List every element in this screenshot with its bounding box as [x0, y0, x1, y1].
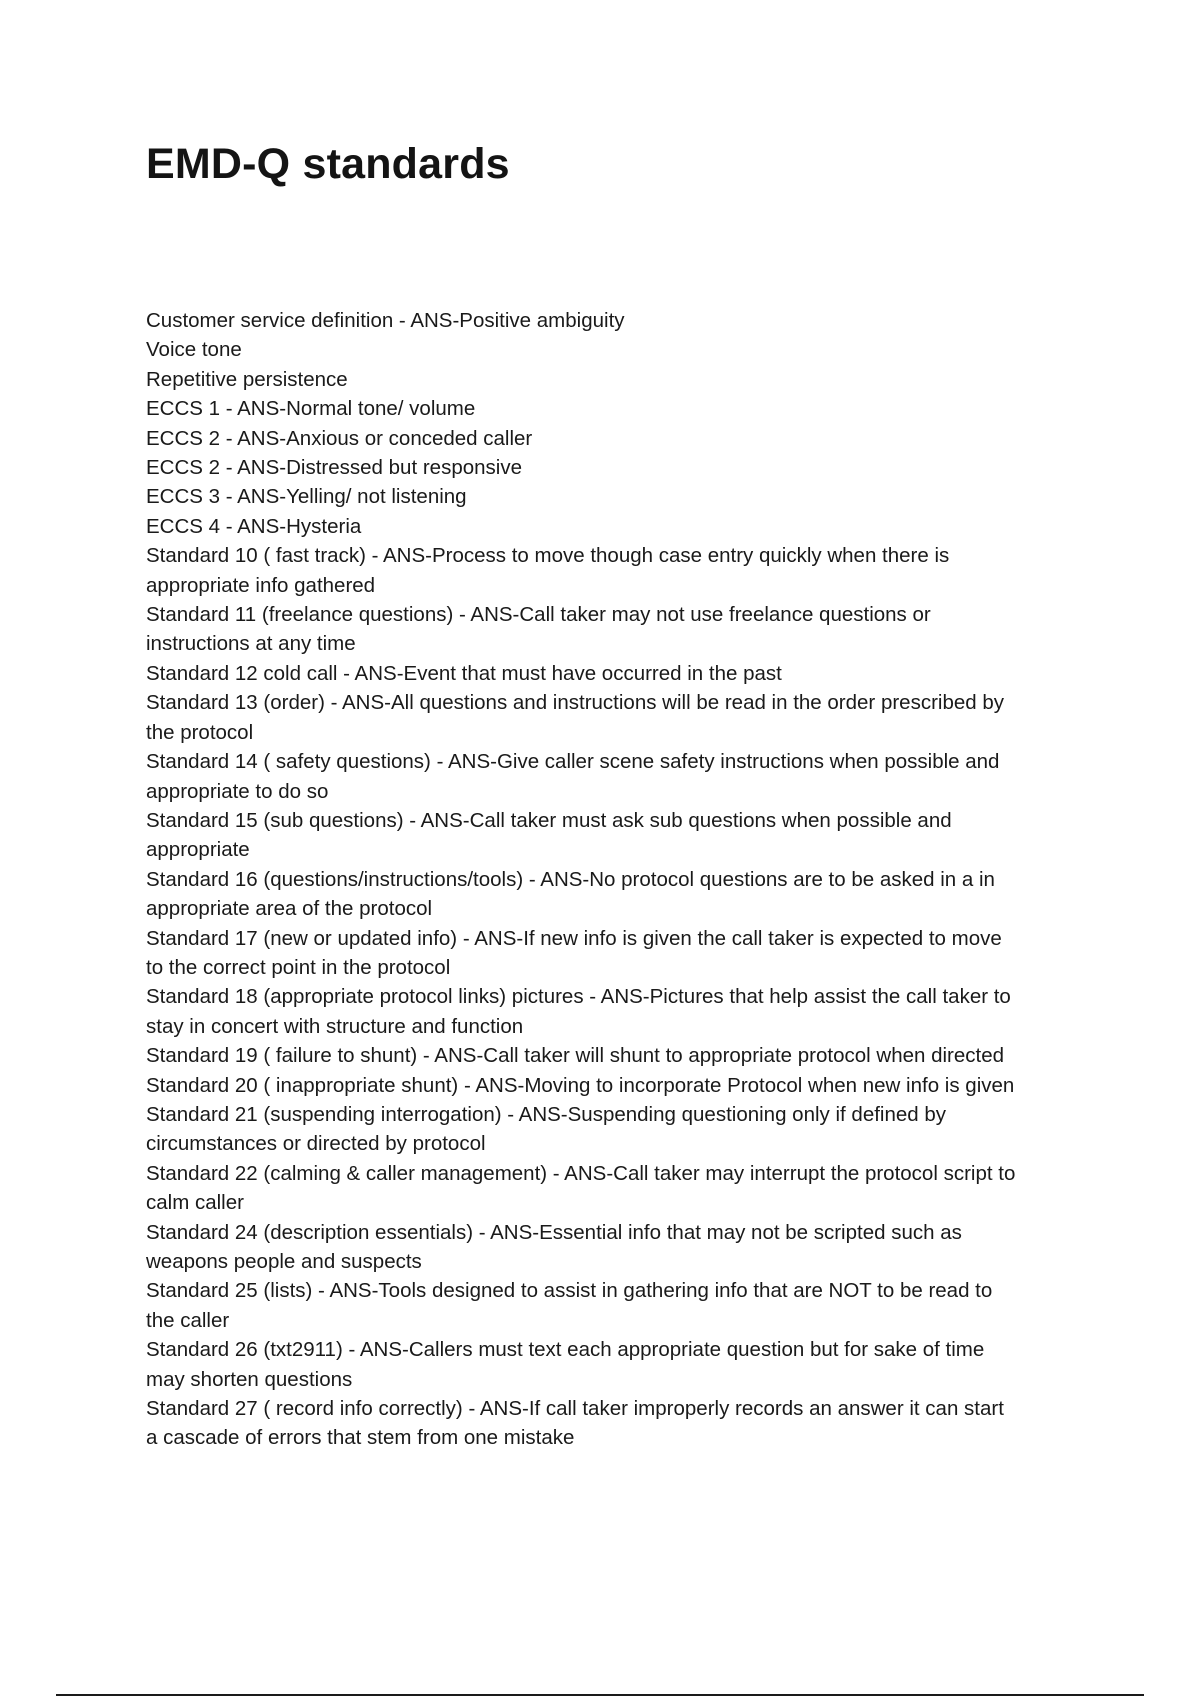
text-line: instructions at any time [146, 632, 356, 656]
text-line: Standard 21 (suspending interrogation) - ANS-Suspending questioning only if defined by [146, 1102, 947, 1126]
text-line: Standard 10 ( fast track) - ANS-Process to move though case entry quickly when there is [146, 544, 950, 568]
text-line: to the correct point in the protocol [146, 955, 451, 979]
text-line: weapons people and suspects [146, 1250, 422, 1273]
text-line: calm caller [146, 1191, 244, 1215]
footer-divider [56, 1694, 1144, 1696]
text-line: Standard 14 ( safety questions) - ANS-Give caller scene safety instructions when possible and [146, 750, 1000, 774]
text-line: Standard 12 cold call - ANS-Event that must have occurred in the past [146, 661, 782, 685]
text-line: Standard 24 (description essentials) - ANS-Essential info that may not be scripted such as [146, 1220, 962, 1244]
text-line: stay in concert with structure and function [146, 1014, 524, 1038]
text-line: Standard 25 (lists) - ANS-Tools designed to assist in gathering info that are NOT to be read to [146, 1279, 993, 1303]
text-line: appropriate to do so [146, 779, 329, 803]
text-line: Standard 18 (appropriate protocol links) pictures - ANS-Pictures that help assist the call taker to [146, 985, 1011, 1009]
text-line: Standard 20 ( inappropriate shunt) - ANS-Moving to incorporate Protocol when new info is given [146, 1073, 1015, 1097]
text-line: ECCS 3 - ANS-Yelling/ not listening [146, 485, 467, 509]
text-line: appropriate area of the protocol [146, 897, 433, 921]
text-line: Repetitive persistence [146, 367, 348, 391]
text-line: Standard 16 (questions/instructions/tools) - ANS-No protocol questions are to be asked in a in [146, 867, 995, 891]
text-line: ECCS 2 - ANS-Anxious or conceded caller [146, 426, 533, 450]
text-line: Standard 13 (order) - ANS-All questions and instructions will be read in the order prescribed by [146, 691, 1005, 715]
text-line: appropriate [146, 838, 250, 862]
text-line: Standard 11 (freelance questions) - ANS-Call taker may not use freelance questions or [146, 603, 931, 627]
text-line: a cascade of errors that stem from one mistake [146, 1426, 575, 1450]
text-line: Standard 22 (calming & caller management) - ANS-Call taker may interrupt the protocol script to [146, 1161, 1016, 1185]
text-line: Standard 15 (sub questions) - ANS-Call taker must ask sub questions when possible and [146, 808, 952, 832]
text-line: Customer service definition - ANS-Positive ambiguity [146, 309, 625, 332]
page-title: EMD-Q standards [146, 140, 510, 188]
text-line: appropriate info gathered [146, 573, 376, 597]
text-line: ECCS 2 - ANS-Distressed but responsive [146, 456, 522, 480]
text-line: may shorten questions [146, 1367, 353, 1391]
text-line: Standard 27 ( record info correctly) - ANS-If call taker improperly records an answer it can start [146, 1397, 1004, 1421]
document-body [146, 306, 1096, 1453]
text-line: Voice tone [146, 338, 242, 362]
text-line: the protocol [146, 720, 254, 744]
text-line: Standard 26 (txt2911) - ANS-Callers must text each appropriate question but for sake of time [146, 1338, 985, 1362]
text-line: ECCS 4 - ANS-Hysteria [146, 514, 362, 538]
text-line: ECCS 1 - ANS-Normal tone/ volume [146, 397, 476, 421]
text-line: Standard 17 (new or updated info) - ANS-If new info is given the call taker is expected to move [146, 926, 1002, 950]
text-line: circumstances or directed by protocol [146, 1132, 486, 1156]
text-line: Standard 19 ( failure to shunt) - ANS-Call taker will shunt to appropriate protocol when directed [146, 1044, 1005, 1068]
text-line: the caller [146, 1308, 230, 1332]
